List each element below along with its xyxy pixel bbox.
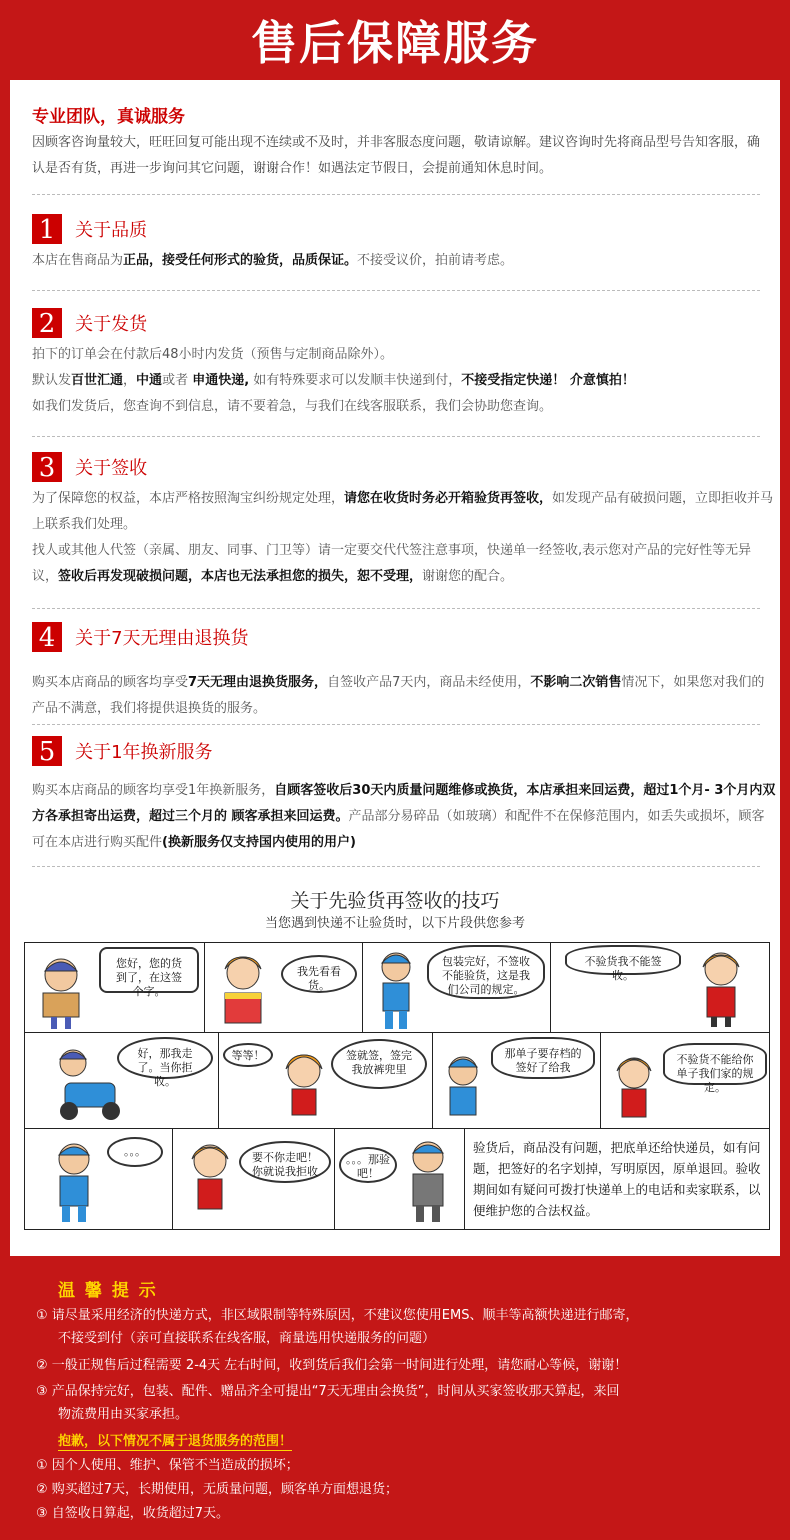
courier-figure-icon (371, 947, 421, 1031)
customer-figure-icon (213, 949, 273, 1029)
divider (32, 866, 760, 867)
comic-caption: 验货后，商品没有问题，把底单还给快递员，如有问题，把签好的名字划掉，写明原因，原单退回。验收期间如有疑问可拨打快递单上的电话和卖家联系，以便维护您的合法权益。 (473, 1140, 761, 1218)
speech-bubble: 好，那我走了。当你拒收。 (117, 1037, 213, 1079)
warning-heading: 抱歉，以下情况不属于退货服务的范围！ (58, 1430, 292, 1451)
page-header (0, 0, 790, 80)
section-title: 关于签收 (75, 458, 148, 479)
speech-bubble: 那单子要存档的签好了给我 (491, 1037, 595, 1079)
divider (32, 724, 760, 725)
section-text: 如我们发货后，您查询不到信息，请不要着急，与我们在线客服联系，我们会协助您查询。 (32, 399, 553, 414)
footer-line: 不接受到付（亲可直接联系在线客服，商量选用快递服务的问题） (58, 1331, 436, 1346)
section-text: 拍下的订单会在付款后48小时内发货（预售与定制商品除外）。 (32, 347, 394, 362)
comic-panel (205, 943, 363, 1033)
courier-figure-icon (401, 1137, 455, 1225)
section-text: 购买本店商品的顾客均享受1年换新服务，自顾客签收后30天内质量问题维修或换货，本店承担来回运费，超过1个月- 3个月内双方各承担寄出运费，超过三个月的 顾客承担来回运费。产品部分易碎品（如玻璃）和配件不在保修范围内，如丢失或损坏，顾客可在本店进行购买配件(换新服务仅支持国内使用的用户) (32, 783, 776, 850)
section-title: 关于发货 (75, 314, 148, 335)
speech-bubble: 我先看看货。 (281, 955, 357, 993)
section-replacement (32, 736, 776, 856)
comic-panel (433, 1033, 601, 1129)
section-title: 关于7天无理由退换货 (75, 628, 249, 649)
comic-panel (551, 943, 769, 1033)
divider (32, 194, 760, 195)
comic-panel (173, 1129, 335, 1229)
section-text: 默认发百世汇通，中通或者 申通快递, 如有特殊要求可以发顺丰快递到付，不接受指定快递！ 介意慎拍！ (32, 373, 635, 388)
section-text: 为了保障您的权益，本店严格按照淘宝纠纷规定处理，请您在收货时务必开箱验货再签收，如发现产品有破损问题，立即拒收并马上联系我们处理。 (32, 491, 774, 532)
comic-panel (219, 1033, 433, 1129)
section-shipping (32, 308, 776, 420)
courier-figure-icon (437, 1051, 489, 1127)
page-title: 售后保障服务 (251, 16, 539, 70)
customer-figure-icon (181, 1139, 239, 1225)
speech-bubble: 要不你走吧！你就说我拒收 (239, 1141, 331, 1183)
section-quality (32, 214, 776, 274)
main-panel (10, 80, 780, 1256)
comic-panel (335, 1129, 465, 1229)
footer-line: ① 因个人使用、维护、保管不当造成的损坏； (36, 1458, 299, 1473)
footer-line: ③ 自签收日算起，收货超过7天。 (36, 1506, 230, 1521)
footer-line: ③ 产品保持完好，包装、配件、赠品齐全可提出“7天无理由会换货”，时间从买家签收那天算起，来回 (36, 1384, 620, 1399)
section-number: 5 (32, 736, 62, 766)
footer-heading: 温 馨 提 示 (58, 1281, 158, 1301)
tips-subtitle: 当您遇到快递不让验货时，以下片段供您参考 (264, 916, 525, 931)
footer-line: ② 一般正规售后过程需要 2-4天 左右时间，收到货后我们会第一时间进行处理，请您耐心等候，谢谢！ (36, 1358, 628, 1373)
footer-line: 物流费用由买家承担。 (58, 1407, 189, 1422)
speech-bubble: 您好，您的货到了，在这签个字。 (99, 947, 199, 993)
tips-title: 关于先验货再签收的技巧 (290, 890, 500, 912)
speech-bubble: 不验货我不能签收。 (565, 945, 681, 975)
scooter-courier-icon (35, 1043, 125, 1123)
section-returns (32, 622, 776, 722)
divider (32, 436, 760, 437)
speech-bubble: 。。。 (107, 1137, 163, 1167)
comic-panel (601, 1033, 769, 1129)
section-number: 3 (32, 452, 62, 482)
section-number: 1 (32, 214, 62, 244)
speech-bubble: 包装完好，不签收不能验货，这是我们公司的规定。 (427, 945, 545, 999)
comic-strip (24, 942, 770, 1230)
comic-panel (25, 943, 205, 1033)
divider (32, 608, 760, 609)
customer-figure-icon (275, 1047, 333, 1127)
intro-body: 因顾客咨询量较大，旺旺回复可能出现不连续或不及时，并非客服态度问题，敬请谅解。建议咨询时先将商品型号告知客服，确认是否有货，再进一步询问其它问题，谢谢合作！如遇法定节假日，会提前通知休息时间。 (32, 135, 761, 176)
speech-bubble: 。。。那验吧！ (339, 1147, 397, 1183)
speech-bubble: 不验货不能给你单子我们家的规定。 (663, 1043, 767, 1085)
section-text: 找人或其他人代签（亲属、朋友、同事、门卫等）请一定要交代代签注意事项，快递单一经签收,表示您对产品的完好性等无异议，签收后再发现破损问题，本店也无法承担您的损失，恕不受理，谢谢您的配合。 (32, 543, 752, 584)
courier-figure-icon (47, 1139, 101, 1225)
customer-figure-icon (691, 947, 751, 1029)
comic-panel (363, 943, 551, 1033)
section-text: 本店在售商品为正品，接受任何形式的验货，品质保证。不接受议价，拍前请考虑。 (32, 253, 514, 268)
courier-figure-icon (35, 953, 87, 1031)
section-number: 2 (32, 308, 62, 338)
section-title: 关于1年换新服务 (75, 742, 213, 763)
section-receipt (32, 452, 776, 590)
footer-line: ② 购买超过7天，长期使用，无质量问题，顾客单方面想退货； (36, 1482, 399, 1497)
footer-line: ① 请尽量采用经济的快递方式，非区域限制等特殊原因，不建议您使用EMS、顺丰等高额快递进行邮寄， (36, 1308, 639, 1323)
speech-bubble: 签就签，签完我放裤兜里 (331, 1039, 427, 1089)
speech-bubble: 等等！ (223, 1043, 273, 1067)
customer-figure-icon (607, 1051, 661, 1127)
section-title: 关于品质 (75, 220, 148, 241)
comic-panel (25, 1129, 173, 1229)
section-number: 4 (32, 622, 62, 652)
intro-title: 专业团队，真诚服务 (32, 107, 185, 127)
section-text: 购买本店商品的顾客均享受7天无理由退换货服务，自签收产品7天内，商品未经使用，不影响二次销售情况下，如果您对我们的产品不满意，我们将提供退换货的服务。 (32, 675, 765, 716)
comic-panel (25, 1033, 219, 1129)
divider (32, 290, 760, 291)
